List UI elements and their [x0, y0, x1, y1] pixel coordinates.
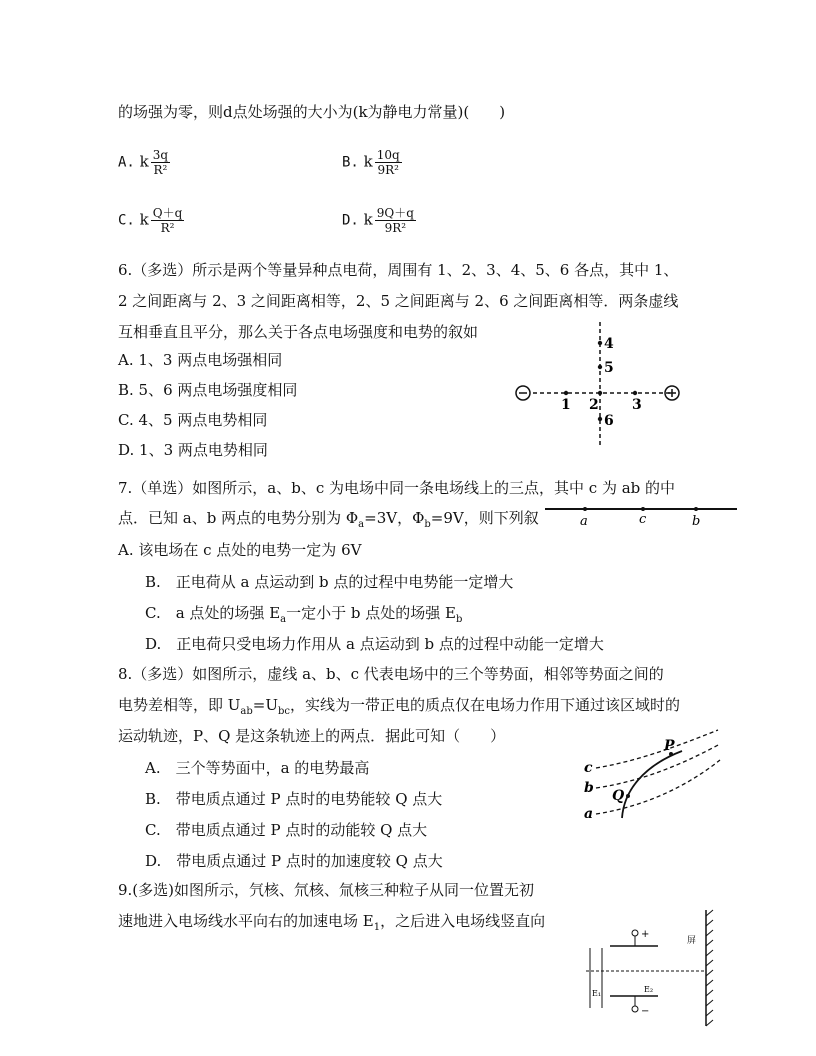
q5-option-b: B. k $\frac{10q}{\text{9R²}}$ — [342, 148, 400, 177]
screen-label: 屏 — [687, 936, 697, 946]
label-c: c — [584, 760, 593, 776]
q7-field-line-figure — [545, 503, 740, 529]
q6-option-b: B. 5、6 两点电场强度相同 — [118, 381, 298, 399]
point-3 — [633, 391, 637, 395]
point-5 — [598, 365, 602, 369]
label-3: 3 — [632, 397, 642, 413]
q7-option-d: D. 正电荷只受电场力作用从 a 点运动到 b 点的过程中动能一定增大 — [145, 635, 604, 653]
q8-equipotential-figure — [578, 726, 728, 826]
label-a: a — [584, 806, 594, 822]
q8-option-a: A. 三个等势面中，a 的电势最高 — [145, 759, 370, 777]
q6-stem-line-3: 互相垂直且平分，那么关于各点电场强度和电势的叙如 — [118, 323, 479, 341]
q8-stem-line-2: 电势差相等，即 $U_{ab}=U_{bc}$，实线为一带正电的质点仅在电场力作用下通过该区域时的 — [118, 696, 681, 717]
q6-dipole-figure — [505, 322, 695, 452]
q7-stem-line-2: 点．已知 a、b 两点的电势分别为 $\Phi_a=3V$，$\Phi_b=9V$，则下列叙 — [118, 509, 539, 530]
label-1: 1 — [561, 397, 571, 413]
label-6: 6 — [604, 413, 614, 429]
q5-option-d: D. k $\frac{9Q+q}{\text{9R²}}$ — [342, 206, 414, 235]
q5-stem-tail: 的场强为零，则d点处场强的大小为(k为静电力常量)( ) — [118, 103, 506, 121]
label-p: P — [664, 738, 675, 754]
point-4 — [598, 341, 602, 345]
q5-option-c: C. k $\frac{Q+q}{\text{R²}}$ — [118, 206, 183, 235]
q5-option-a: A. k $\frac{3q}{\text{R²}}$ — [118, 148, 169, 177]
q6-stem-line-1: 6.（多选）所示是两个等量异种点电荷，周围有 1、2、3、4、5、6 各点，其中 1、 — [118, 261, 679, 279]
equipotential-b — [596, 744, 720, 788]
q6-option-a: A. 1、3 两点电场强相同 — [118, 351, 283, 369]
label-b: b — [584, 780, 594, 796]
equipotential-a — [596, 760, 720, 814]
q9-stem-line-1: 9.(多选)如图所示，氕核、氘核、氚核三种粒子从同一位置无初 — [118, 881, 535, 899]
label-2: 2 — [589, 397, 599, 413]
q7-stem-line-1: 7.（单选）如图所示，a、b、c 为电场中同一条电场线上的三点，其中 c 为 ab 的中 — [118, 479, 676, 497]
q6-stem-line-2: 2 之间距离与 2、3 之间距离相等，2、5 之间距离与 2、6 之间距离相等．两条虚线 — [118, 292, 679, 310]
trajectory — [622, 751, 682, 818]
q6-option-d: D. 1、3 两点电势相同 — [118, 441, 268, 459]
label-b: b — [692, 514, 701, 529]
q7-option-c: C. a 点处的场强 $E_a$一定小于 b 点处的场强 $E_b$ — [145, 604, 463, 625]
q8-stem-line-1: 8.（多选）如图所示，虚线 a、b、c 代表电场中的三个等势面，相邻等势面之间的 — [118, 665, 664, 683]
e1-label: E₁ — [592, 989, 602, 998]
q9-apparatus-figure — [580, 908, 720, 1030]
q8-stem-line-3: 运动轨迹，P、Q 是这条轨迹上的两点．据此可知（ ） — [118, 727, 506, 745]
q8-option-d: D. 带电质点通过 P 点时的加速度较 Q 点大 — [145, 852, 443, 870]
point-2 — [598, 391, 602, 395]
q8-option-c: C. 带电质点通过 P 点时的动能较 Q 点大 — [145, 821, 428, 839]
q7-option-b: B. 正电荷从 a 点运动到 b 点的过程中电势能一定增大 — [145, 573, 514, 591]
label-a: a — [580, 514, 588, 529]
plus-sign: + — [641, 929, 650, 940]
label-q: Q — [612, 788, 625, 804]
q7-option-a: A. 该电场在 c 点处的电势一定为 6V — [118, 541, 362, 559]
q8-option-b: B. 带电质点通过 P 点时的电势能较 Q 点大 — [145, 790, 443, 808]
equipotential-c — [596, 730, 718, 768]
label-5: 5 — [604, 360, 614, 376]
point-6 — [598, 417, 602, 421]
q9-stem-line-2: 速地进入电场线水平向右的加速电场 $E_1$，之后进入电场线竖直向 — [118, 912, 546, 933]
label-c: c — [639, 512, 647, 527]
label-4: 4 — [604, 336, 614, 352]
e2-label: E₂ — [644, 985, 654, 994]
q6-option-c: C. 4、5 两点电势相同 — [118, 411, 268, 429]
minus-sign: − — [641, 1006, 650, 1017]
point-1 — [564, 391, 568, 395]
